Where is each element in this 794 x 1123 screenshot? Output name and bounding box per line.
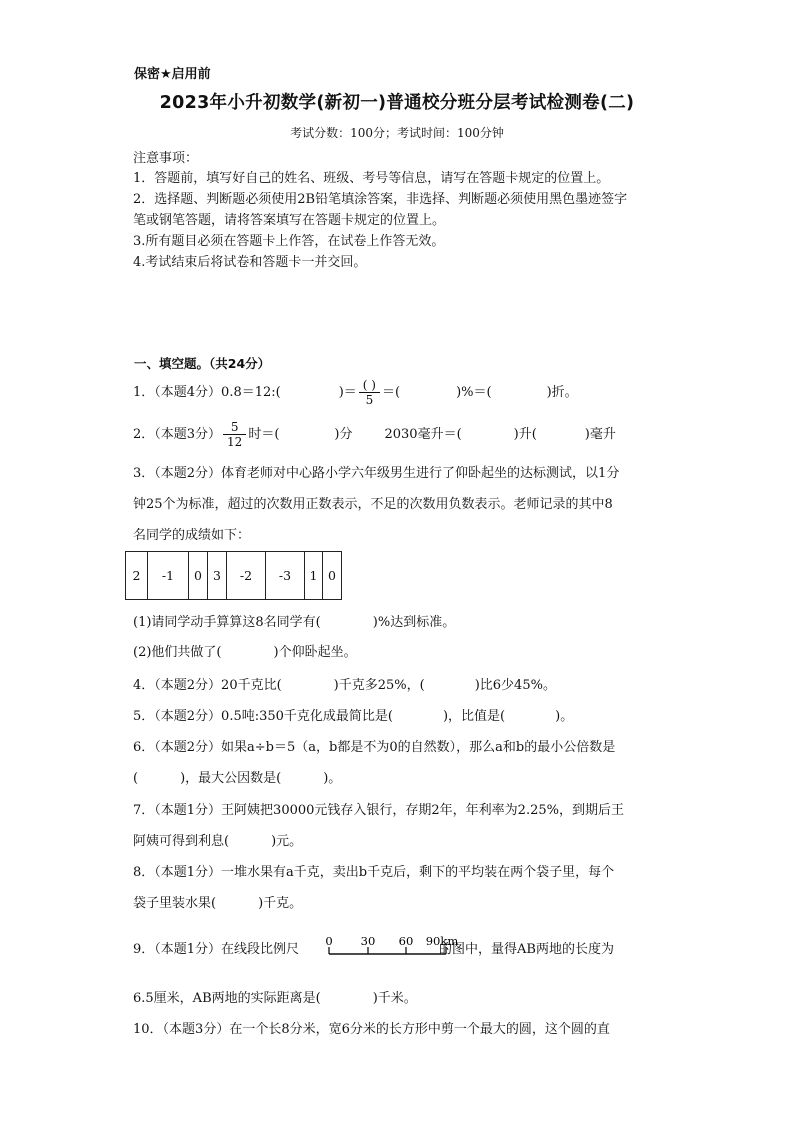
scale-bar-diagram	[322, 932, 466, 958]
q7-text: 阿姨可得到利息(	[133, 834, 230, 849]
score-table	[125, 551, 342, 600]
q9-text: 6.5厘米，AB两地的实际距离是(	[133, 991, 321, 1006]
q6-text: )。	[323, 771, 342, 786]
q1-text: )%＝(	[456, 385, 492, 400]
q1-text: 1．（本题4分）0.8＝12:(	[133, 385, 281, 400]
q1-text: ＝(	[381, 385, 401, 400]
question-1	[133, 378, 578, 407]
q2-text: 2．（本题3分）	[133, 427, 222, 442]
table-cell: 3	[208, 552, 227, 600]
scale-label: 60	[398, 934, 414, 948]
q1-text: )＝	[338, 385, 357, 400]
note-item: 1．答题前，填写好自己的姓名、班级、考号等信息，请写在答题卡规定的位置上。	[133, 171, 610, 186]
table-cell: -3	[266, 552, 305, 600]
question-6-line: 6．（本题2分）如果a÷b＝5（a，b都是不为0的自然数），那么a和b的最小公倍数是	[133, 740, 616, 755]
note-item: 4.考试结束后将试卷和答题卡一并交回。	[133, 255, 367, 270]
q6-text: )，最大公因数是(	[180, 771, 282, 786]
question-7-line: 7．（本题1分）王阿姨把30000元钱存入银行，存期2年，年利率为2.25%，到期后王	[133, 803, 624, 818]
question-3-line: 钟25个为标准，超过的次数用正数表示，不足的次数用负数表示。老师记录的其中8	[133, 497, 613, 512]
fraction-numerator: 5	[230, 420, 239, 434]
q5-text: 5．（本题2分）0.5吨:350千克化成最简比是(	[133, 709, 393, 724]
question-5	[133, 705, 573, 724]
q8-text: )千克。	[258, 896, 303, 911]
section-heading: 一、填空题。（共24分）	[134, 356, 271, 371]
q2-text: 2030毫升＝(	[384, 427, 462, 442]
question-3-sub1	[133, 611, 455, 630]
scale-label: 30	[360, 934, 376, 948]
q3-text: (1)请同学动手算算这8名同学有(	[133, 615, 321, 630]
question-2	[133, 420, 616, 449]
note-item: 笔或钢笔答题，请将答案填写在答题卡规定的位置上。	[133, 213, 446, 228]
q2-text: )升(	[513, 427, 537, 442]
q3-text: )%达到标准。	[372, 615, 456, 630]
scale-label: 90km	[425, 934, 459, 948]
q7-text: )元。	[271, 834, 303, 849]
table-cell: 1	[305, 552, 323, 600]
question-3-line: 名同学的成绩如下：	[133, 528, 251, 543]
confidential-mark: 保密★启用前	[134, 67, 211, 82]
q3-text: )个仰卧起坐。	[273, 645, 357, 660]
question-3-line: 3．（本题2分）体育老师对中心路小学六年级男生进行了仰卧起坐的达标测试，以1分	[133, 466, 620, 481]
table-cell: 2	[126, 552, 148, 600]
notes-heading: 注意事项：	[133, 151, 199, 166]
q2-text: 时＝(	[248, 427, 280, 442]
page-title: 2023年小升初数学(新初一)普通校分班分层考试检测卷(二)	[159, 93, 635, 113]
q8-text: 袋子里装水果(	[133, 896, 217, 911]
q9-text: )千米。	[372, 991, 417, 1006]
q3-text: (2)他们共做了(	[133, 645, 222, 660]
question-10-line: 10．（本题3分）在一个长8分米，宽6分米的长方形中剪一个最大的圆，这个圆的直	[133, 1022, 610, 1037]
table-cell: -2	[227, 552, 266, 600]
question-8-line: 8．（本题1分）一堆水果有a千克，卖出b千克后，剩下的平均装在两个袋子里，每个	[133, 865, 615, 880]
q6-text: (	[133, 771, 139, 786]
q4-text: 4．（本题2分）20千克比(	[133, 678, 282, 693]
question-8-line2	[133, 892, 302, 911]
q9-text: 9．（本题1分）在线段比例尺	[133, 942, 300, 957]
q2-fraction	[223, 420, 246, 449]
question-7-line2	[133, 830, 302, 849]
q4-text: )比6少45%。	[474, 678, 556, 693]
table-cell: 0	[189, 552, 208, 600]
scale-label: 0	[325, 934, 333, 948]
question-6-line2	[133, 767, 341, 786]
question-3-sub2	[133, 641, 357, 660]
table-row	[126, 552, 342, 600]
fraction-denominator: 12	[223, 434, 246, 449]
question-4	[133, 674, 556, 693]
table-cell: 0	[323, 552, 342, 600]
q5-text: )。	[555, 709, 574, 724]
fraction-denominator: 5	[359, 392, 380, 407]
exam-info: 考试分数：100分；考试时间：100分钟	[290, 126, 504, 140]
table-cell: -1	[148, 552, 189, 600]
q9-text: 的图中，量得AB两地的长度为	[439, 942, 614, 957]
fraction-numerator: ( )	[362, 378, 376, 392]
q4-text: )千克多25%，(	[333, 678, 425, 693]
q2-text: )分	[334, 427, 353, 442]
q1-text: )折。	[546, 385, 578, 400]
note-item: 3.所有题目必须在答题卡上作答，在试卷上作答无效。	[133, 234, 445, 249]
q1-fraction	[359, 378, 380, 407]
q2-text: )毫升	[584, 427, 616, 442]
q5-text: )，比值是(	[442, 709, 506, 724]
question-9-line2	[133, 987, 417, 1006]
note-item: 2．选择题、判断题必须使用2B铅笔填涂答案，非选择、判断题必须使用黑色墨迹签字	[133, 192, 628, 207]
